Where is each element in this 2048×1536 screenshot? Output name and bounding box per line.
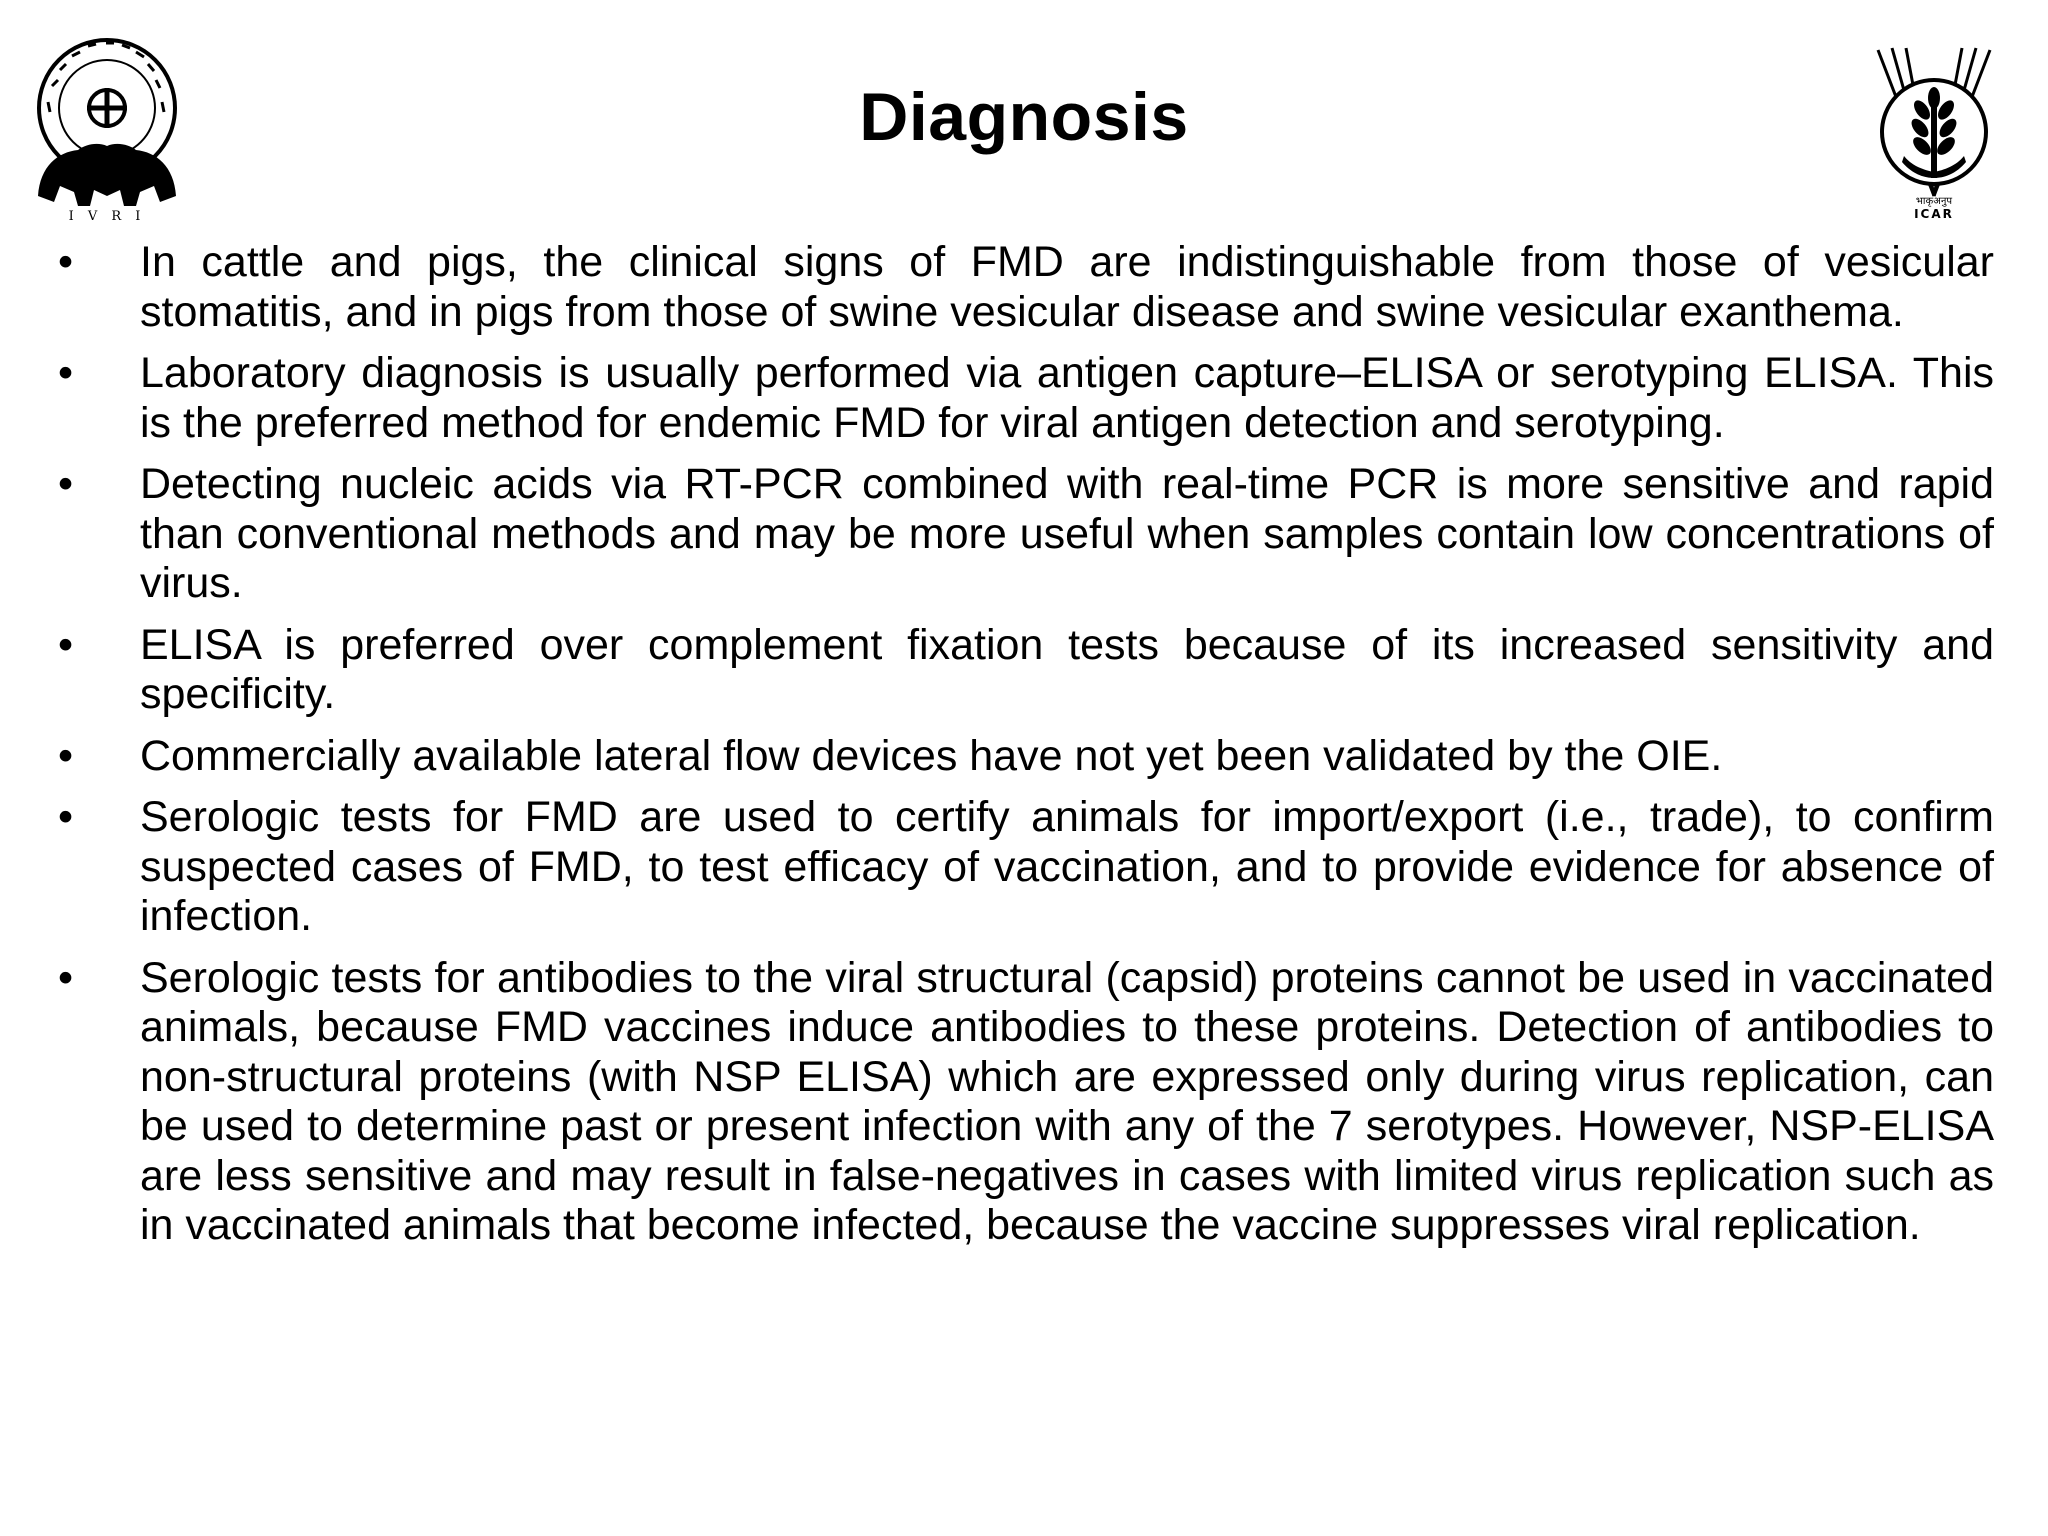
bullet-item [58,460,1994,609]
bullet-text: Laboratory diagnosis is usually performed via antigen capture–ELISA or serotyping ELISA. This is the preferred method for endemic FMD for viral antigen detection and serotyping. [140,349,1994,447]
bullet-marker: • [58,953,74,1002]
bullet-text: In cattle and pigs, the clinical signs of FMD are indistinguishable from those of vesicular stomatitis, and in pigs from those of swine vesicular disease and swine vesicular exanthema. [140,238,1994,336]
svg-text:I V R I: I V R I [68,209,146,222]
bullet-text: Commercially available lateral flow devices have not yet been validated by the OIE. [140,731,1723,780]
bullet-list [58,238,1994,1263]
bullet-text: Serologic tests for antibodies to the viral structural (capsid) proteins cannot be used in vaccinated animals, because FMD vaccines induce antibodies to these proteins. Detection of antibodies to non-structural proteins (with NSP ELISA) which are expressed only during virus replication, can be used to determine past or present infection with any of the 7 serotypes. However, NSP-ELISA are less sensitive and may result in false-negatives in cases with limited virus replication such as in vaccinated animals that become infected, because the vaccine suppresses viral replication. [140,953,1994,1249]
bullet-marker: • [58,238,74,286]
bullet-item [58,793,1994,942]
bullet-item [58,238,1994,337]
icar-wheat-emblem-icon [1868,46,2000,222]
bullet-marker: • [58,793,74,841]
svg-text:भाकृअनुप: भाकृअनुप [1915,196,1953,207]
bullet-text: Serologic tests for FMD are used to certify animals for import/export (i.e., trade), to confirm suspected cases of FMD, to test efficacy of vaccination, and to provide evidence for absence of infection. [140,793,1994,940]
bullet-marker: • [58,349,74,397]
bullet-text: ELISA is preferred over complement fixation tests because of its increased sensitivity and specificity. [140,620,1994,718]
bullet-item [58,954,1994,1251]
slide-title: Diagnosis [859,79,1189,155]
bullet-item [58,621,1994,720]
bullet-marker: • [58,460,74,508]
bullet-text: Detecting nucleic acids via RT-PCR combined with real-time PCR is more sensitive and rapid than conventional methods and may be more useful when samples contain low concentrations of virus. [140,460,1994,607]
bullet-item [58,349,1994,448]
icar-logo [1868,46,2000,222]
bullet-item [58,732,1994,782]
bullet-marker: • [58,731,74,780]
bullet-marker: • [58,620,74,669]
svg-text:ICAR: ICAR [1914,207,1954,221]
